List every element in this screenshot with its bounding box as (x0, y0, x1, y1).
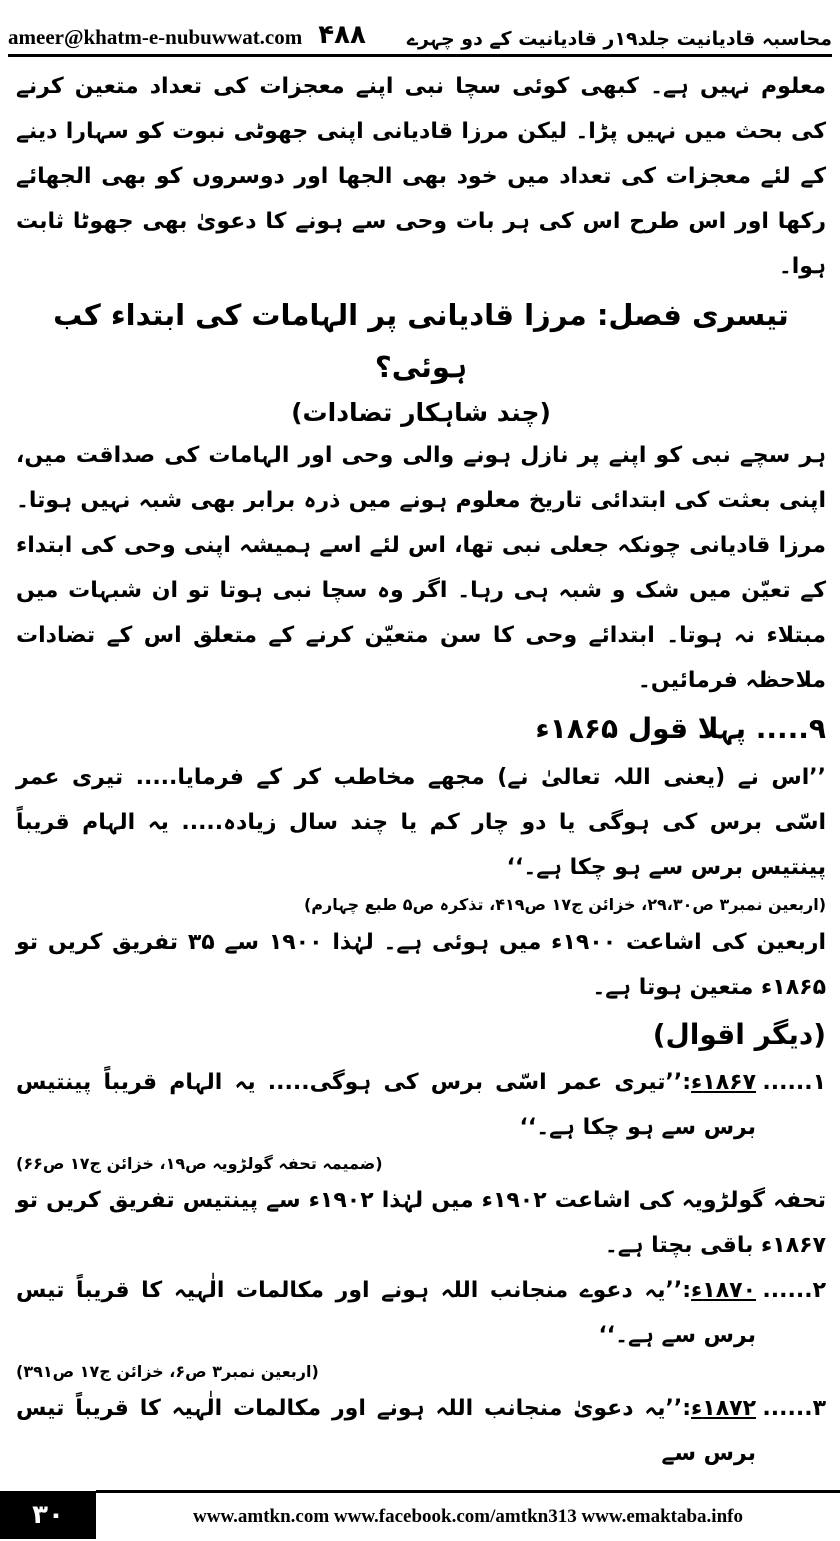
item-text-wrap (16, 1060, 756, 1150)
page-footer (0, 1490, 840, 1540)
intro-paragraph: معلوم نہیں ہے۔ کبھی کوئی سچا نبی اپنے معجزات کی تعداد متعین کرنے کی بحث میں نہیں پڑا۔ لیکن مرزا قادیانی اپنی جھوٹی نبوت کو سہارا دینے کے لئے معجزات کی تعداد میں خود بھی الجھا اور دوسروں کو بھی الجھائے رکھا اور اس طرح اس کی ہر بات وحی سے ہونے کا دعویٰ بھی جھوٹا ثابت ہوا۔ (16, 74, 826, 279)
header-book-title: محاسبہ قادیانیت جلد۱۹ر قادیانیت کے دو چہرے (406, 28, 832, 50)
footer-links: www.amtkn.com www.facebook.com/amtkn313 www.emaktaba.info (96, 1490, 840, 1541)
quote-1: ’’اس نے (یعنی اللہ تعالیٰ نے) مجھے مخاطب کر کے فرمایا..... تیری عمر اسّی برس کی ہوگی یا دو چار کم یا چند سال زیادہ..... یہ الہام قریباً پینتیس برس سے ہو چکا ہے۔‘‘ (16, 765, 826, 880)
body-paragraph-2: ہر سچے نبی کو اپنے پر نازل ہونے والی وحی اور الہامات کی صداقت میں، اپنی بعثت کی ابتدائی تاریخ معلوم ہونے میں ذرہ برابر بھی شبہ نہیں ہوتا۔ مرزا قادیانی چونکہ جعلی نبی تھا، اس لئے اسے ہمیشہ اپنی وحی کی ابتداء کے تعیّن میں شک و شبہ ہی رہا۔ اگر وہ سچا نبی ہوتا تو ان شبہات میں مبتلاء نہ ہوتا۔ ابتدائے وحی کا سن متعیّن کرنے کے متعلق اس کے تضادات ملاحظہ فرمائیں۔ (16, 443, 826, 693)
chapter-heading: تیسری فصل: مرزا قادیانی پر الہامات کی ابتداء کب ہوئی؟ (53, 298, 789, 384)
page-header (8, 8, 832, 57)
reference-3: (اربعین نمبر۳ ص۶، خزائن ج۱۷ ص۳۹۱) (16, 1362, 319, 1381)
chapter-subheading: (چند شاہکار تضادات) (291, 398, 551, 427)
list-item (16, 1268, 826, 1358)
item-year: ۱۸۶۷ء (691, 1070, 756, 1095)
page-content (16, 64, 826, 1480)
item-text: :’’یہ دعویٰ منجانب اللہ ہونے اور مکالمات الٰہیہ کا قریباً تیس برس سے (16, 1396, 756, 1466)
item-number: ۳...... (762, 1396, 826, 1421)
list-item (16, 1060, 826, 1150)
item-text-wrap (16, 1386, 756, 1476)
section-9-heading: ۹..... پہلا قول ۱۸۶۵ء (535, 712, 826, 745)
item-text-wrap (16, 1268, 756, 1358)
body-paragraph-3: اربعین کی اشاعت ۱۹۰۰ء میں ہوئی ہے۔ لہٰذا ۱۹۰۰ سے ۳۵ تفریق کریں تو ۱۸۶۵ء متعین ہوتا ہے۔ (16, 930, 827, 1000)
header-left (8, 20, 366, 50)
item-number: ۲...... (762, 1278, 826, 1303)
header-page-number: ۴۸۸ (318, 20, 366, 50)
header-email: ameer@khatm-e-nubuwwat.com (8, 25, 303, 49)
list-item (16, 1386, 826, 1476)
item-year: ۱۸۷۲ء (691, 1396, 756, 1421)
reference-1: (اربعین نمبر۳ ص۲۹،۳۰، خزائن ج۱۷ ص۴۱۹، تذکرہ ص۵ طبع چہارم) (303, 895, 826, 914)
other-sayings-heading: (دیگر اقوال) (652, 1018, 826, 1051)
item-text: :’’تیری عمر اسّی برس کی ہوگی..... یہ الہام قریباً پینتیس برس سے ہو چکا ہے۔‘‘ (16, 1070, 756, 1140)
item-text: :’’یہ دعوے منجانب اللہ ہونے اور مکالمات الٰہیہ کا قریباً تیس برس سے ہے۔‘‘ (16, 1278, 756, 1348)
footer-page-box: ۳۰ (0, 1491, 96, 1539)
reference-2: (ضمیمہ تحفہ گولڑویہ ص۱۹، خزائن ج۱۷ ص۶۶) (16, 1154, 383, 1173)
item-year: ۱۸۷۰ء (691, 1278, 756, 1303)
body-paragraph-4: تحفہ گولڑویہ کی اشاعت ۱۹۰۲ء میں لہٰذا ۱۹۰۲ء سے پینتیس تفریق کریں تو ۱۸۶۷ء باقی بچتا ہے۔ (16, 1188, 826, 1258)
item-number: ۱...... (762, 1070, 826, 1095)
